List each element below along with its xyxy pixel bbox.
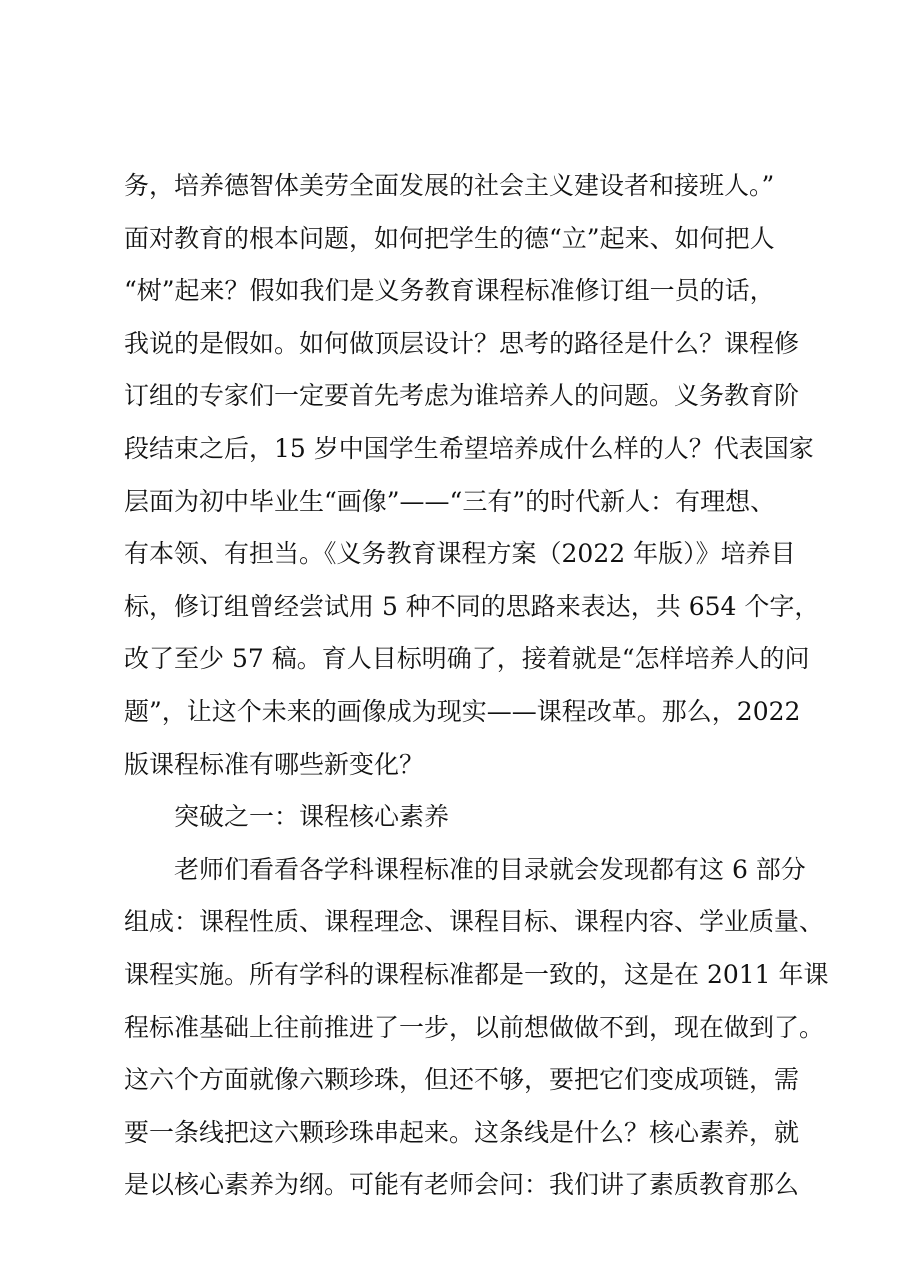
text-line: 程标准基础上往前推进了一步，以前想做做不到，现在做到了。 — [124, 1012, 825, 1042]
text-line: 层面为初中毕业生“画像”——“三有”的时代新人：有理想、 — [124, 486, 776, 516]
text-line: 是以核心素养为纲。可能有老师会问：我们讲了素质教育那么 — [124, 1170, 800, 1200]
text-line: 老师们看看各学科课程标准的目录就会发现都有这 6 部分 — [174, 854, 806, 884]
section-heading: 突破之一：课程核心素养 — [174, 802, 450, 832]
text-line: 版课程标准有哪些新变化？ — [124, 749, 425, 779]
text-line: 务，培养德智体美劳全面发展的社会主义建设者和接班人。” — [124, 171, 775, 200]
text-line: 要一条线把这六颗珍珠串起来。这条线是什么？核心素养，就 — [124, 1117, 800, 1147]
text-line: 课程实施。所有学科的课程标准都是一致的，这是在 2011 年课 — [124, 959, 829, 989]
text-line: 有本领、有担当。《义务教育课程方案（2022 年版）》培养目 — [124, 539, 796, 569]
text-line: 订组的专家们一定要首先考虑为谁培养人的问题。义务教育阶 — [124, 381, 800, 411]
text-line: 这六个方面就像六颗珍珠，但还不够，要把它们变成项链，需 — [124, 1065, 800, 1095]
text-line: 面对教育的根本问题，如何把学生的德“立”起来、如何把人 — [124, 223, 775, 253]
text-line: 题”，让这个未来的画像成为现实——课程改革。那么，2022 — [124, 696, 801, 726]
text-line: 我说的是假如。如何做顶层设计？思考的路径是什么？课程修 — [124, 328, 800, 358]
text-line: 段结束之后，15 岁中国学生希望培养成什么样的人？代表国家 — [124, 433, 814, 463]
body-text — [124, 160, 829, 1212]
text-line: 改了至少 57 稿。育人目标明确了，接着就是“怎样培养人的问 — [124, 644, 810, 674]
text-line: 标，修订组曾经尝试用 5 种不同的思路来表达，共 654 个字， — [124, 591, 820, 621]
text-line: 组成：课程性质、课程理念、课程目标、课程内容、学业质量、 — [124, 907, 825, 937]
text-line: “树”起来？假如我们是义务教育课程标准修订组一员的话， — [124, 276, 775, 306]
